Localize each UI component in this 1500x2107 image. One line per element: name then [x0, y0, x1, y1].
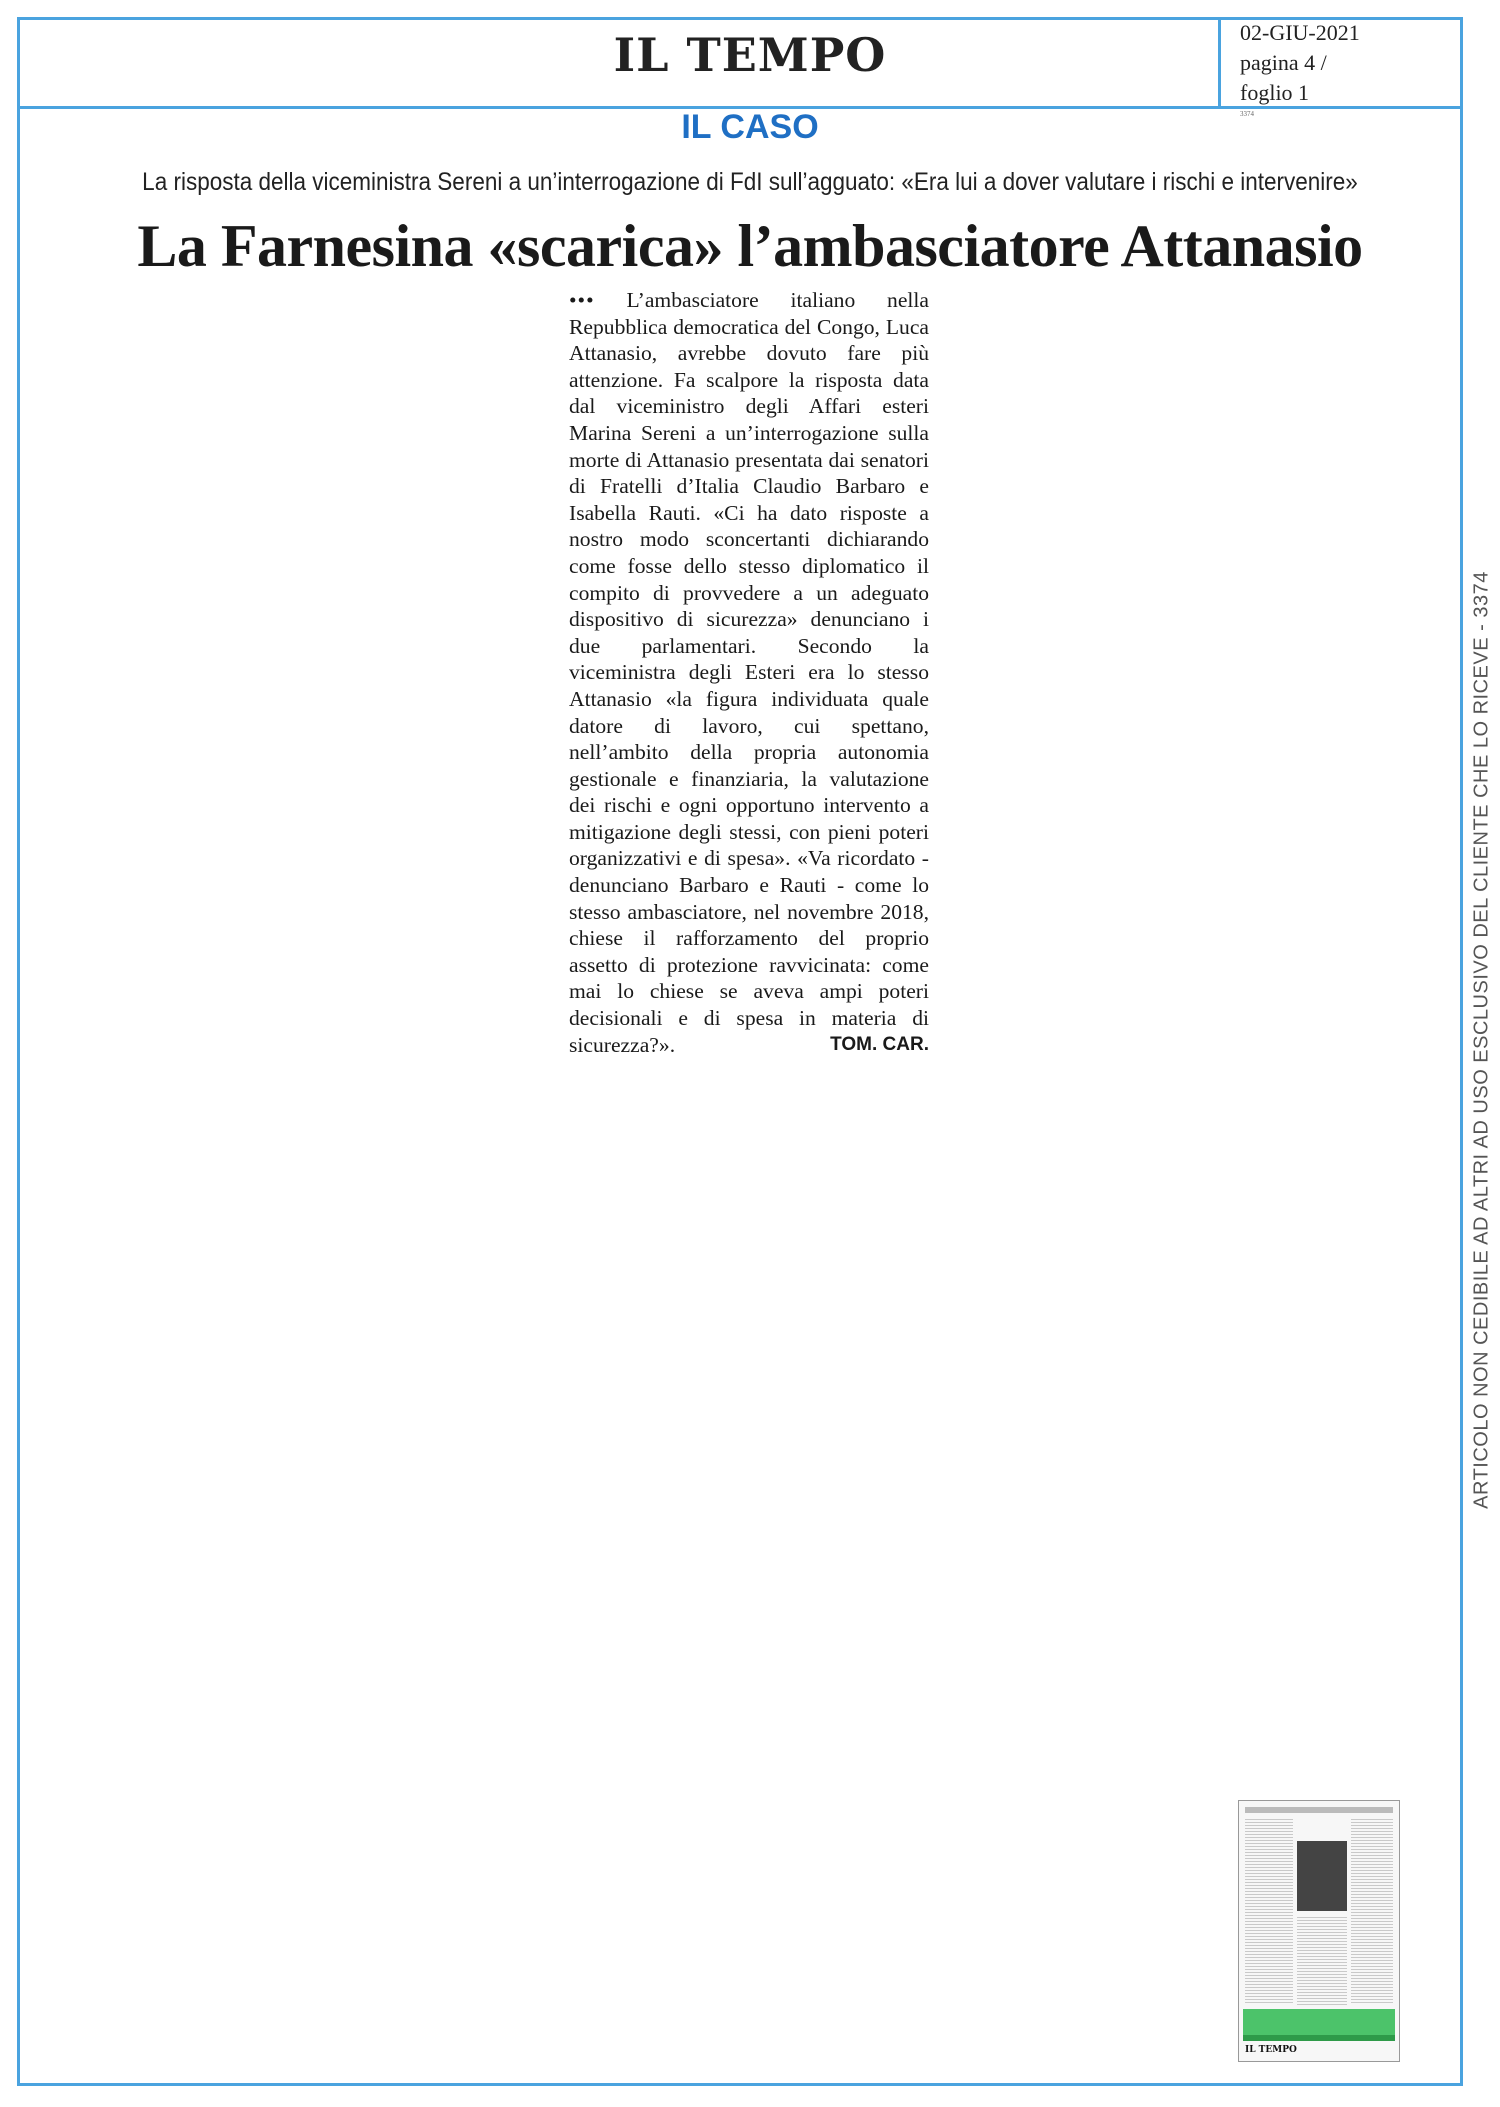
article-body-text: L’ambasciatore italiano nella Repubblica democratica del Congo, Luca Attanasio, avrebbe dovuto fare più attenzione. Fa scalpore la risposta data dal viceministro degli Affari esteri Marina Sereni a un’interrogazione sulla morte di Attanasio presentata dai senatori di Fratelli d’Italia Claudio Barbaro e Isabella Rauti. «Ci ha dato risposte a nostro modo sconcertanti dichiarando come fosse dello stesso diplomatico il compito di provvedere a un adeguato dispositivo di sicurezza» denunciano i due parlamentari. Secondo la viceministra degli Esteri era lo stesso Attanasio «la figura individuata quale datore di lavoro, cui spettano, nell’ambito della propria autonomia gestionale e finanziaria, la valutazione dei rischi e ogni opportuno intervento a mitigazione degli stessi, con pieni poteri organizzativi e di spesa». «Va ricordato - denunciano Barbaro e Rauti - come lo stesso ambasciatore, nel novembre 2018, chiese il rafforzamento del proprio assetto di protezione ravvicinata: come mai lo chiese se aveva ampi poteri decisionali e di spesa in materia di sicurezza?». — [569, 288, 929, 1057]
meta-page: pagina 4 / — [1240, 50, 1327, 75]
thumbnail-logo: IL TEMPO — [1245, 2045, 1297, 2055]
lead-marker: ••• — [569, 288, 595, 312]
article-headline: La Farnesina «scarica» l’ambasciatore Attanasio — [137, 213, 1363, 279]
article-kicker: La risposta della viceministra Sereni a un’interrogazione di FdI sull’agguato: «Era lui a dover valutare i rischi e intervenire» — [142, 168, 1358, 196]
meta-sheet: foglio 1 — [1240, 80, 1310, 105]
article-body — [569, 287, 929, 1058]
thumbnail-photo — [1297, 1841, 1347, 1911]
thumbnail-highlight-band — [1243, 2009, 1395, 2035]
copyright-side-note: ARTICOLO NON CEDIBILE AD ALTRI AD USO ESCLUSIVO DEL CLIENTE CHE LO RICEVE - 3374 — [1470, 571, 1493, 1509]
section-label: IL CASO — [681, 108, 819, 146]
masthead-logo: IL TEMPO — [613, 28, 887, 82]
meta-date: 02-GIU-2021 — [1240, 20, 1360, 45]
meta-code: 3374 — [1240, 110, 1254, 118]
page-thumbnail — [1238, 1800, 1400, 2062]
article-author: TOM. CAR. — [830, 1033, 929, 1055]
